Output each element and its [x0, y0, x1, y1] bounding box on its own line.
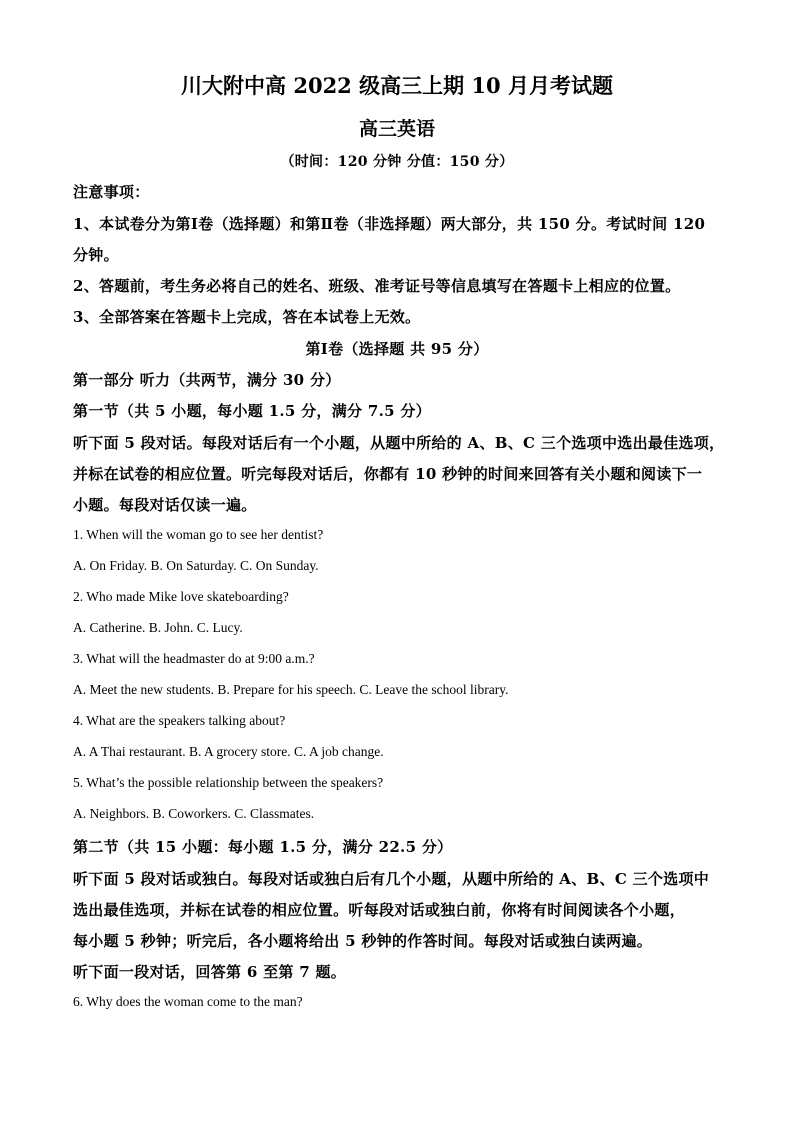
volume-1-heading: 第Ⅰ卷（选择题 共 95 分） [305, 340, 489, 358]
question-1-options: A. On Friday. B. On Saturday. C. On Sunday. [73, 558, 319, 573]
question-4: 4. What are the speakers talking about? [73, 713, 286, 728]
question-2-options: A. Catherine. B. John. C. Lucy. [73, 620, 243, 635]
subject-title: 高三英语 [358, 118, 435, 140]
question-1: 1. When will the woman go to see her dentist? [73, 527, 324, 542]
notice-item-2: 2、答题前，考生务必将自己的姓名、班级、准考证号等信息填写在答题卡上相应的位置。 [73, 277, 681, 295]
question-5-options: A. Neighbors. B. Coworkers. C. Classmates. [73, 806, 315, 821]
question-3: 3. What will the headmaster do at 9:00 a.m.? [73, 651, 315, 666]
section-1-instruction-3: 小题。每段对话仅读一遍。 [73, 496, 257, 514]
question-5: 5. What’s the possible relationship between the speakers? [73, 775, 384, 790]
question-2: 2. Who made Mike love skateboarding? [73, 589, 289, 604]
section-2-heading: 第二节（共 15 小题：每小题 1.5 分，满分 22.5 分） [73, 838, 453, 856]
notice-item-1: 1、本试卷分为第Ⅰ卷（选择题）和第Ⅱ卷（非选择题）两大部分，共 150 分。考试时间 120 [73, 215, 706, 233]
section-2-instruction-1: 听下面 5 段对话或独白。每段对话或独白后有几个小题，从题中所给的 A、B、C 三个选项中 [73, 870, 710, 888]
notice-heading: 注意事项： [73, 183, 150, 201]
section-1-instruction-2: 并标在试卷的相应位置。听完每段对话后，你都有 10 秒钟的时间来回答有关小题和阅读下一 [73, 465, 703, 483]
section-2-instruction-2: 选出最佳选项，并标在试卷的相应位置。听每段对话或独白前，你将有时间阅读各个小题， [73, 901, 686, 919]
question-6: 6. Why does the woman come to the man? [73, 994, 303, 1009]
section-1-instruction-1: 听下面 5 段对话。每段对话后有一个小题，从题中所给的 A、B、C 三个选项中选出最佳选项， [73, 434, 725, 452]
exam-title: 川大附中高 2022 级高三上期 10 月月考试题 [181, 73, 613, 98]
question-3-options: A. Meet the new students. B. Prepare for his speech. C. Leave the school library. [73, 682, 509, 697]
notice-item-1-cont: 分钟。 [73, 246, 119, 264]
section-2-instruction-3: 每小题 5 秒钟；听完后，各小题将给出 5 秒钟的作答时间。每段对话或独白读两遍。 [73, 932, 653, 950]
time-score-info: （时间：120 分钟 分值：150 分） [280, 154, 514, 170]
part-1-heading: 第一部分 听力（共两节，满分 30 分） [73, 371, 341, 389]
notice-item-3: 3、全部答案在答题卡上完成，答在本试卷上无效。 [73, 308, 421, 326]
section-2-sub-instruction: 听下面一段对话，回答第 6 至第 7 题。 [73, 963, 347, 981]
section-1-heading: 第一节（共 5 小题，每小题 1.5 分，满分 7.5 分） [73, 402, 431, 420]
question-4-options: A. A Thai restaurant. B. A grocery store. C. A job change. [73, 744, 384, 759]
